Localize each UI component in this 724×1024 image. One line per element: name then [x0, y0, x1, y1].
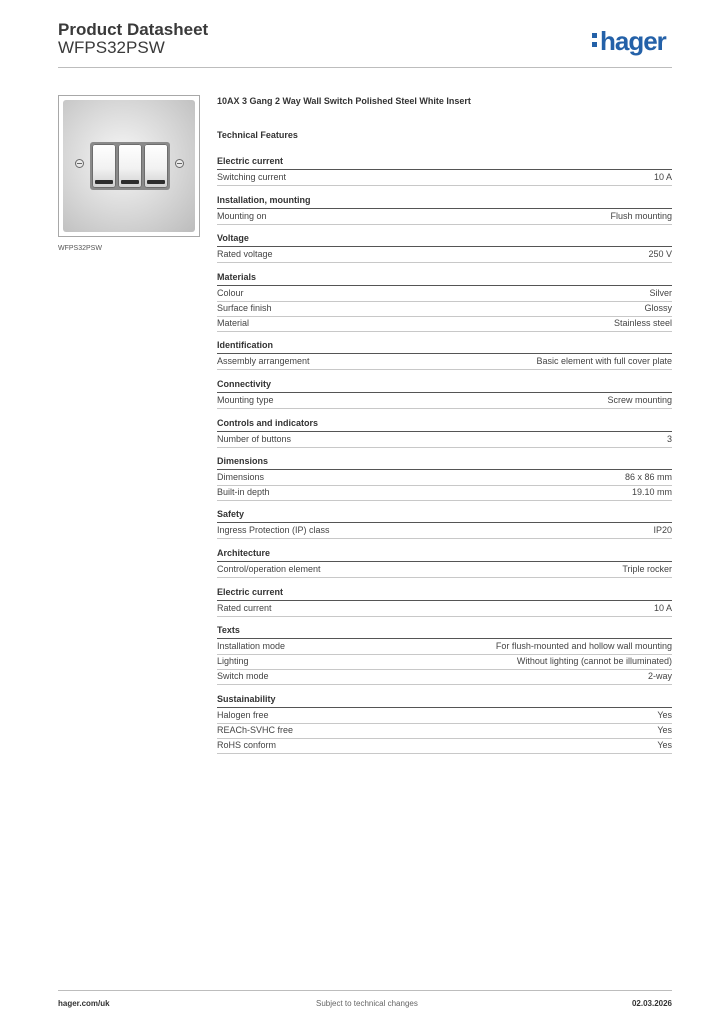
spec-value: 19.10 mm	[631, 487, 672, 497]
spec-row	[217, 670, 672, 685]
screw-icon	[75, 159, 84, 168]
footer-website: hager.com/uk	[58, 999, 110, 1008]
spec-value: 3	[666, 434, 672, 444]
rocker-icon	[118, 144, 142, 188]
spec-label: Assembly arrangement	[217, 356, 310, 366]
spec-label: Colour	[217, 288, 244, 298]
spec-value: Basic element with full cover plate	[536, 356, 672, 366]
section-title: Identification	[217, 340, 672, 354]
rocker-housing	[90, 142, 170, 190]
spec-row	[217, 524, 672, 539]
logo-colon-icon	[592, 26, 597, 47]
section-title: Dimensions	[217, 456, 672, 470]
spec-label: Switching current	[217, 172, 287, 182]
spec-value: Yes	[657, 710, 672, 720]
section-title: Voltage	[217, 233, 672, 247]
spec-label: REACh-SVHC free	[217, 725, 294, 735]
spec-label: Halogen free	[217, 710, 269, 720]
section-title: Installation, mounting	[217, 195, 672, 209]
footer-date: 02.03.2026	[631, 999, 672, 1008]
spec-row	[217, 355, 672, 370]
spec-row	[217, 739, 672, 754]
spec-label: Built-in depth	[217, 487, 270, 497]
technical-features-heading: Technical Features	[217, 130, 298, 140]
spec-value: 250 V	[648, 249, 672, 259]
rocker-icon	[144, 144, 168, 188]
spec-value: Triple rocker	[622, 564, 672, 574]
footer-divider	[58, 990, 672, 991]
page-title: Product Datasheet	[58, 20, 209, 39]
spec-value: 2-way	[647, 671, 672, 681]
spec-label: Mounting on	[217, 211, 267, 221]
spec-label: RoHS conform	[217, 740, 277, 750]
spec-label: Installation mode	[217, 641, 286, 651]
spec-row	[217, 287, 672, 302]
spec-value: Yes	[657, 725, 672, 735]
spec-value: Yes	[657, 740, 672, 750]
spec-value: 86 x 86 mm	[624, 472, 672, 482]
spec-row	[217, 655, 672, 670]
section-title: Architecture	[217, 548, 672, 562]
spec-row	[217, 210, 672, 225]
spec-row	[217, 486, 672, 501]
spec-row	[217, 602, 672, 617]
hager-logo	[592, 26, 666, 57]
product-code: WFPS32PSW	[58, 38, 165, 57]
spec-value: 10 A	[653, 172, 672, 182]
switch-plate-icon	[63, 100, 195, 232]
spec-value: IP20	[653, 525, 672, 535]
spec-row	[217, 317, 672, 332]
section-title: Materials	[217, 272, 672, 286]
section-title: Electric current	[217, 156, 672, 170]
section-title: Safety	[217, 509, 672, 523]
spec-row	[217, 709, 672, 724]
section-title: Controls and indicators	[217, 418, 672, 432]
spec-value: Silver	[649, 288, 672, 298]
spec-row	[217, 302, 672, 317]
rocker-icon	[92, 144, 116, 188]
spec-value: Glossy	[644, 303, 672, 313]
spec-row	[217, 640, 672, 655]
spec-label: Lighting	[217, 656, 249, 666]
spec-label: Ingress Protection (IP) class	[217, 525, 330, 535]
section-title: Texts	[217, 625, 672, 639]
spec-row	[217, 724, 672, 739]
spec-row	[217, 433, 672, 448]
footer-notice: Subject to technical changes	[316, 999, 418, 1008]
spec-label: Number of buttons	[217, 434, 292, 444]
spec-row	[217, 171, 672, 186]
spec-row	[217, 394, 672, 409]
spec-label: Material	[217, 318, 250, 328]
spec-value: For flush-mounted and hollow wall mounting	[495, 641, 672, 651]
spec-row	[217, 563, 672, 578]
spec-label: Mounting type	[217, 395, 274, 405]
spec-row	[217, 248, 672, 263]
section-title: Sustainability	[217, 694, 672, 708]
screw-icon	[175, 159, 184, 168]
spec-value: 10 A	[653, 603, 672, 613]
header-divider	[58, 67, 672, 68]
section-title: Connectivity	[217, 379, 672, 393]
spec-value: Screw mounting	[607, 395, 672, 405]
spec-value: Stainless steel	[613, 318, 672, 328]
product-name: 10AX 3 Gang 2 Way Wall Switch Polished Steel White Insert	[217, 96, 471, 106]
section-title: Electric current	[217, 587, 672, 601]
spec-label: Rated current	[217, 603, 272, 613]
spec-value: Flush mounting	[610, 211, 672, 221]
logo-text: hager	[600, 26, 666, 56]
spec-label: Control/operation element	[217, 564, 321, 574]
spec-label: Switch mode	[217, 671, 269, 681]
spec-label: Dimensions	[217, 472, 265, 482]
spec-label: Surface finish	[217, 303, 272, 313]
spec-value: Without lighting (cannot be illuminated)	[516, 656, 672, 666]
product-image	[58, 95, 200, 237]
spec-label: Rated voltage	[217, 249, 273, 259]
spec-row	[217, 471, 672, 486]
image-caption: WFPS32PSW	[58, 245, 102, 252]
